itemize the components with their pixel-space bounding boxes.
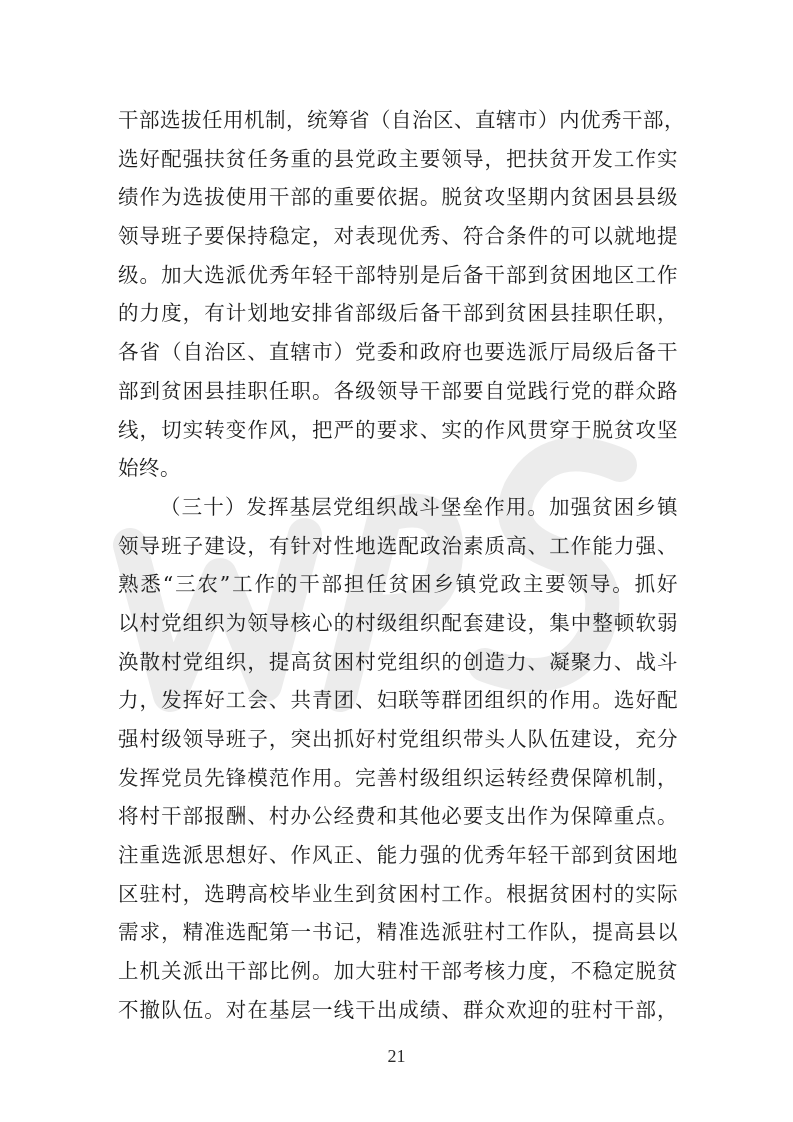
text-line: 力，发挥好工会、共青团、妇联等群团组织的作用。选好配 [118, 688, 678, 713]
page-number: 21 [387, 1046, 406, 1066]
text-line: 领导班子建设，有针对性地选配政治素质高、工作能力强、 [118, 533, 678, 558]
section-heading-line: （三十）发挥基层党组织战斗堡垒作用。加强贫困乡镇 [160, 494, 678, 519]
text-line: 级。加大选派优秀年轻干部特别是后备干部到贫困地区工作 [118, 262, 678, 287]
text-line: 将村干部报酬、村办公经费和其他必要支出作为保障重点。 [118, 804, 678, 829]
text-line: 熟悉“三农”工作的干部担任贫困乡镇党政主要领导。抓好 [118, 572, 678, 597]
text-line: 各省（自治区、直辖市）党委和政府也要选派厅局级后备干 [118, 340, 678, 365]
text-line: 强村级领导班子，突出抓好村党组织带头人队伍建设，充分 [118, 727, 678, 751]
body-text [118, 101, 685, 1030]
text-line: 注重选派思想好、作风正、能力强的优秀年轻干部到贫困地 [118, 843, 678, 868]
text-line: 发挥党员先锋模范作用。完善村级组织运转经费保障机制， [118, 765, 678, 790]
text-line: 绩作为选拔使用干部的重要依据。脱贫攻坚期内贫困县县级 [118, 185, 678, 210]
text-line: 的力度，有计划地安排省部级后备干部到贫困县挂职任职， [118, 301, 678, 326]
text-line: 以村党组织为领导核心的村级组织配套建设，集中整顿软弱 [118, 610, 678, 635]
text-line: 选好配强扶贫任务重的县党政主要领导，把扶贫开发工作实 [118, 146, 678, 171]
text-line: 领导班子要保持稳定，对表现优秀、符合条件的可以就地提 [118, 224, 678, 249]
text-line: 上机关派出干部比例。加大驻村干部考核力度，不稳定脱贫 [118, 959, 678, 984]
text-line: 需求，精准选配第一书记，精准选派驻村工作队，提高县以 [118, 920, 678, 945]
text-line: 区驻村，选聘高校毕业生到贫困村工作。根据贫困村的实际 [118, 881, 678, 906]
text-line: 涣散村党组织，提高贫困村党组织的创造力、凝聚力、战斗 [118, 649, 678, 674]
text-line: 部到贫困县挂职任职。各级领导干部要自觉践行党的群众路 [118, 378, 678, 403]
text-line: 干部选拔任用机制，统筹省（自治区、直辖市）内优秀干部， [118, 108, 685, 132]
text-line-paragraph-end: 始终。 [118, 456, 181, 481]
text-line: 线，切实转变作风，把严的要求、实的作风贯穿于脱贫攻坚 [118, 417, 678, 442]
text-line: 不撤队伍。对在基层一线干出成绩、群众欢迎的驻村干部， [118, 997, 678, 1022]
